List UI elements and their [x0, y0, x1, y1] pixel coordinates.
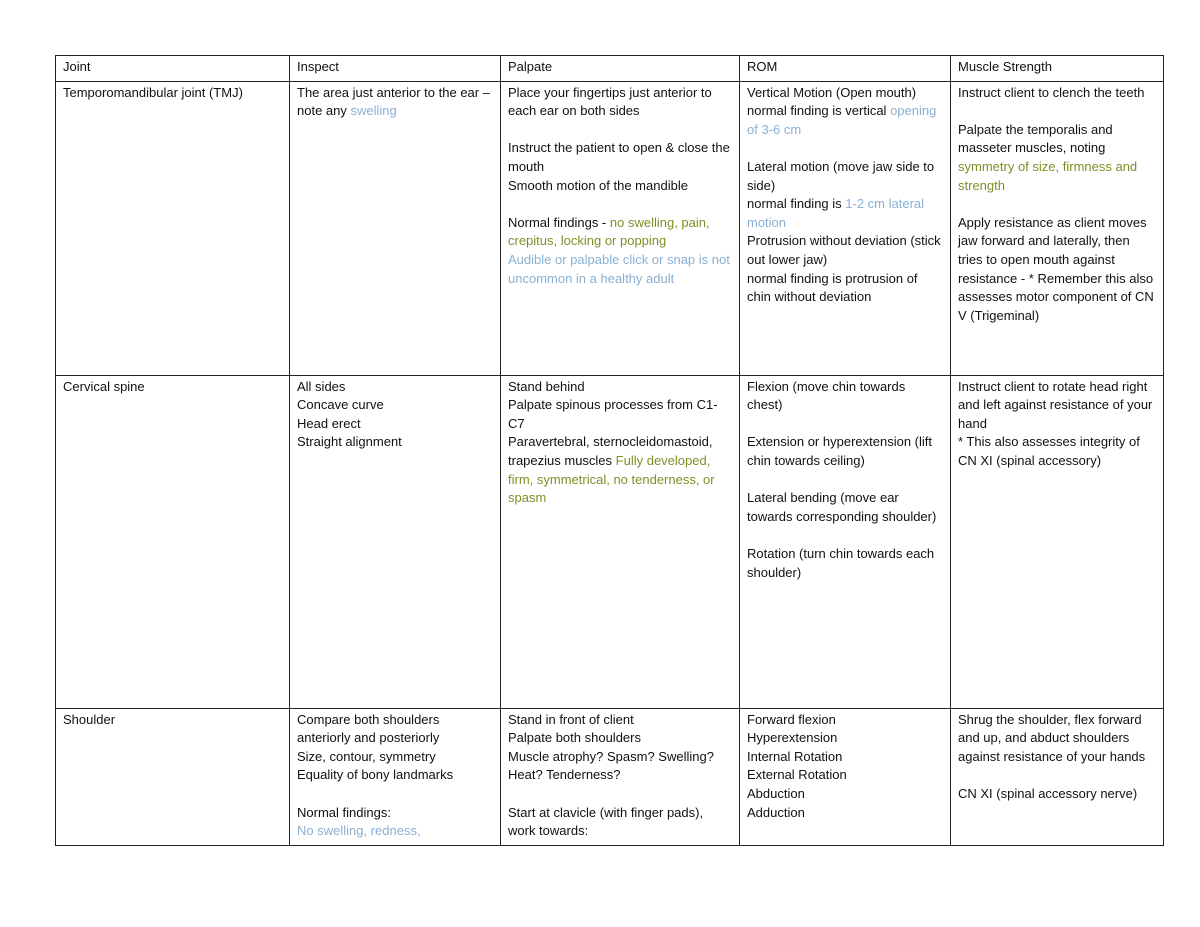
header-inspect: Inspect	[290, 56, 501, 82]
inspect-line: All sides	[297, 378, 346, 394]
rom-text: Adduction	[747, 804, 805, 820]
header-palpate: Palpate	[501, 56, 740, 82]
normal-findings-label: Normal findings -	[508, 214, 610, 230]
inspect-highlight-blue: No swelling, redness,	[297, 823, 421, 839]
cell-muscle-strength	[951, 375, 1164, 708]
inspect-text: The area just anterior to the ear – note any	[297, 84, 490, 119]
cell-inspect	[290, 81, 501, 375]
inspect-line: Size, contour, symmetry	[297, 748, 436, 764]
inspect-line: Head erect	[297, 415, 361, 431]
joint-name: Temporomandibular joint (TMJ)	[63, 84, 243, 100]
rom-text: Vertical Motion (Open mouth)	[747, 84, 917, 100]
rom-text: Internal Rotation	[747, 748, 843, 764]
muscle-text: Palpate the temporalis and masseter muscles, noting	[958, 121, 1113, 156]
palpate-normal-findings	[508, 214, 733, 251]
inspect-line: Normal findings:	[297, 804, 391, 820]
header-joint: Joint	[56, 56, 290, 82]
table-header-row	[56, 56, 1164, 82]
rom-finding-label: normal finding is	[747, 196, 846, 212]
table-row	[56, 81, 1164, 375]
cell-palpate	[501, 708, 740, 845]
rom-text: Rotation (turn chin towards each shoulder)	[747, 545, 935, 580]
rom-text: Hyperextension	[747, 730, 838, 746]
rom-text: External Rotation	[747, 767, 847, 783]
rom-finding	[747, 102, 944, 139]
muscle-text-with-highlight	[958, 121, 1157, 195]
muscle-text: * This also assesses integrity of CN XI (spinal accessory)	[958, 434, 1140, 468]
inspect-line: Straight alignment	[297, 434, 402, 450]
joint-assessment-table	[55, 55, 1164, 846]
header-rom: ROM	[740, 56, 951, 82]
header-muscle-strength: Muscle Strength	[951, 56, 1164, 82]
cell-palpate	[501, 81, 740, 375]
cell-rom	[740, 375, 951, 708]
palpate-note-blue: Audible or palpable click or snap is not uncommon in a healthy adult	[508, 251, 730, 286]
cell-muscle-strength	[951, 81, 1164, 375]
rom-finding-label: normal finding is vertical	[747, 103, 891, 119]
cell-joint	[56, 375, 290, 708]
muscle-text: Instruct client to rotate head right and left against resistance of your hand	[958, 378, 1153, 431]
cell-palpate	[501, 375, 740, 708]
palpate-text: Instruct the patient to open & close the mouth	[508, 140, 730, 174]
palpate-text: Stand in front of client	[508, 711, 634, 727]
cell-rom	[740, 81, 951, 375]
muscle-highlight-green: symmetry of size, firmness and strength	[958, 158, 1138, 193]
cell-rom	[740, 708, 951, 845]
rom-text: normal finding is protrusion of chin without deviation	[747, 270, 918, 305]
table-row	[56, 708, 1164, 845]
cell-joint	[56, 81, 290, 375]
palpate-text: Palpate both shoulders	[508, 730, 641, 746]
rom-text: Extension or hyperextension (lift chin towards ceiling)	[747, 434, 932, 468]
joint-name: Cervical spine	[63, 378, 145, 394]
muscle-text: Apply resistance as client moves jaw forward and laterally, then tries to open mouth against resistance - * Remember this also assesses motor component of CN V (Trigeminal)	[958, 214, 1154, 323]
inspect-line: Compare both shoulders anteriorly and posteriorly	[297, 711, 440, 746]
rom-text: Lateral bending (move ear towards corresponding shoulder)	[747, 490, 937, 524]
rom-text: Abduction	[747, 785, 805, 801]
palpate-text: Muscle atrophy? Spasm? Swelling? Heat? Tenderness?	[508, 748, 714, 783]
rom-finding	[747, 195, 944, 232]
palpate-text: Start at clavicle (with finger pads), work towards:	[508, 804, 704, 839]
palpate-text: Place your fingertips just anterior to each ear on both sides	[508, 84, 712, 119]
cell-muscle-strength	[951, 708, 1164, 845]
table-row	[56, 375, 1164, 708]
normal-findings-green: no swelling, pain, crepitus, locking or popping	[508, 214, 710, 249]
muscle-text: Shrug the shoulder, flex forward and up, and abduct shoulders against resistance of your hands	[958, 711, 1146, 764]
cell-inspect	[290, 375, 501, 708]
rom-text: Lateral motion (move jaw side to side)	[747, 158, 935, 193]
cell-joint	[56, 708, 290, 845]
palpate-text: Smooth motion of the mandible	[508, 177, 688, 193]
muscle-text: CN XI (spinal accessory nerve)	[958, 785, 1138, 801]
palpate-highlight-green: Fully developed, firm, symmetrical, no tenderness, or spasm	[508, 452, 715, 506]
inspect-line: Equality of bony landmarks	[297, 767, 454, 783]
palpate-text: Paravertebral, sternocleidomastoid, trapezius muscles	[508, 434, 713, 468]
rom-text: Protrusion without deviation (stick out lower jaw)	[747, 233, 941, 267]
rom-text: Flexion (move chin towards chest)	[747, 378, 906, 413]
palpate-text: Stand behind	[508, 378, 585, 394]
rom-text: Forward flexion	[747, 711, 836, 727]
rom-finding-blue: 1-2 cm lateral motion	[747, 196, 925, 230]
muscle-text: Instruct client to clench the teeth	[958, 84, 1145, 100]
palpate-text-with-highlight	[508, 433, 733, 507]
joint-name: Shoulder	[63, 711, 116, 727]
cell-inspect	[290, 708, 501, 845]
inspect-highlight: swelling	[350, 103, 397, 119]
rom-finding-blue: opening of 3-6 cm	[747, 103, 937, 137]
palpate-text: Palpate spinous processes from C1-C7	[508, 397, 718, 431]
inspect-line: Concave curve	[297, 397, 384, 413]
